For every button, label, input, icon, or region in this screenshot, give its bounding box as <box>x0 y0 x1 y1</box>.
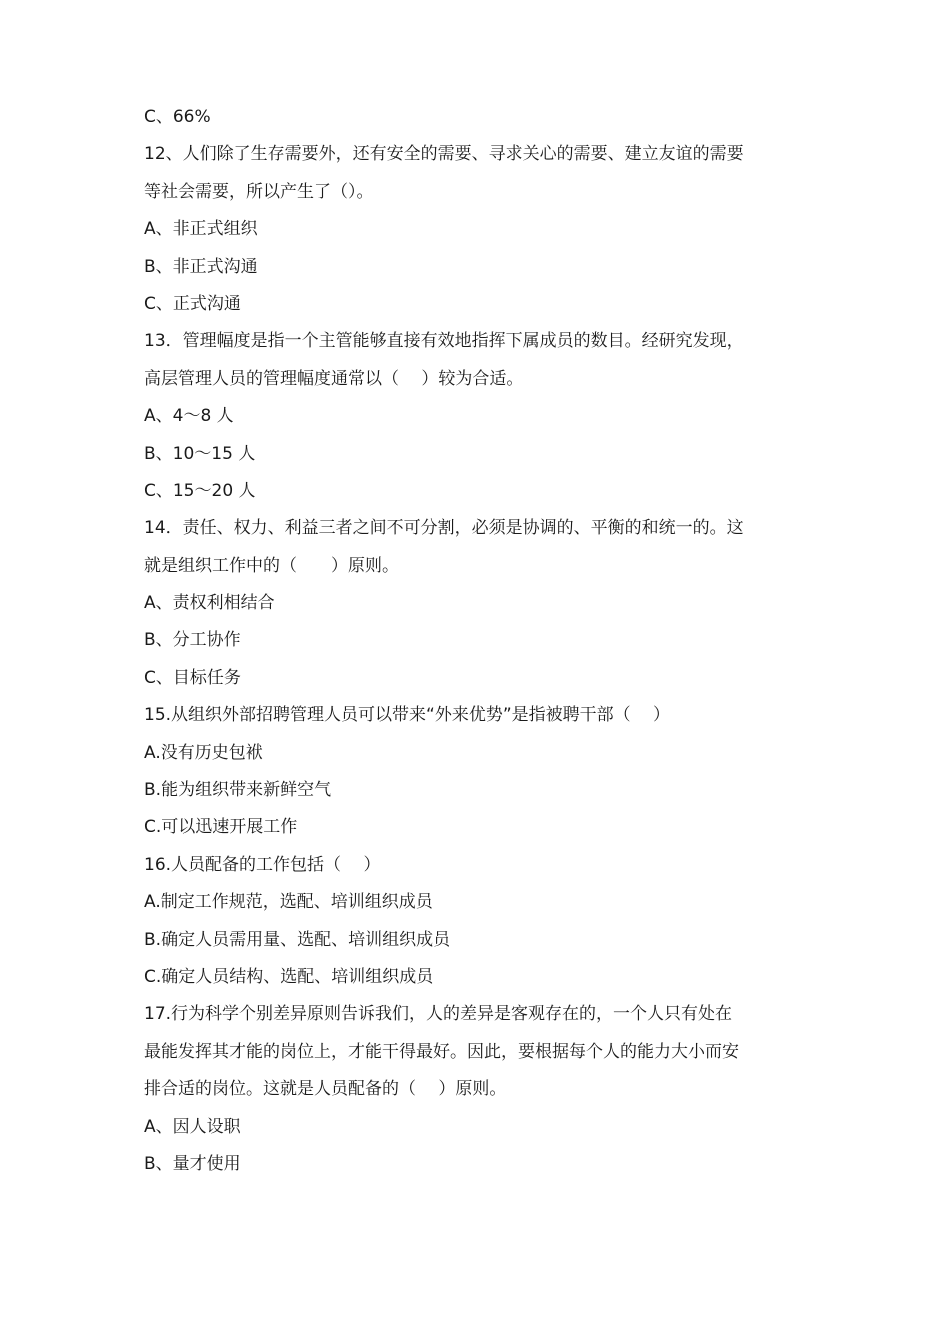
question-14-line-2: 就是组织工作中的（ ）原则。 <box>144 555 399 576</box>
question-12-line-1: 12、人们除了生存需要外，还有安全的需要、寻求关心的需要、建立友谊的需要 <box>144 144 744 165</box>
question-16: 16.人员配备的工作包括（ ） <box>144 854 381 875</box>
option-c-q14: C、目标任务 <box>144 667 241 688</box>
option-a-q13: A、4～8 人 <box>144 406 234 427</box>
option-b-q12: B、非正式沟通 <box>144 256 258 277</box>
option-a-q12: A、非正式组织 <box>144 219 258 240</box>
question-17-line-1: 17.行为科学个别差异原则告诉我们，人的差异是客观存在的，一个人只有处在 <box>144 1004 733 1025</box>
option-b-q15: B.能为组织带来新鲜空气 <box>144 780 332 801</box>
option-c-q15: C.可以迅速开展工作 <box>144 817 298 838</box>
option-a-q14: A、责权利相结合 <box>144 593 275 614</box>
question-17-line-2: 最能发挥其才能的岗位上，才能干得最好。因此，要根据每个人的能力大小而安 <box>144 1041 739 1062</box>
document-body <box>144 99 824 1183</box>
question-12-line-2: 等社会需要，所以产生了（）。 <box>144 181 374 202</box>
option-c-q11: C、66% <box>144 107 211 127</box>
option-c-q12: C、正式沟通 <box>144 293 241 314</box>
question-14-line-1: 14．责任、权力、利益三者之间不可分割，必须是协调的、平衡的和统一的。这 <box>144 518 744 539</box>
option-b-q14: B、分工协作 <box>144 630 241 651</box>
option-a-q16: A.制定工作规范，选配、培训组织成员 <box>144 892 433 913</box>
option-c-q13: C、15～20 人 <box>144 480 256 501</box>
question-13-line-2: 高层管理人员的管理幅度通常以（ ）较为合适。 <box>144 368 524 389</box>
question-17-line-3: 排合适的岗位。这就是人员配备的（ ）原则。 <box>144 1079 507 1100</box>
option-b-q16: B.确定人员需用量、选配、培训组织成员 <box>144 929 451 950</box>
option-b-q17: B、量才使用 <box>144 1153 241 1174</box>
question-13-line-1: 13．管理幅度是指一个主管能够直接有效地指挥下属成员的数目。经研究发现， <box>144 331 744 352</box>
option-a-q17: A、因人设职 <box>144 1116 241 1137</box>
option-a-q15: A.没有历史包袱 <box>144 742 263 763</box>
option-c-q16: C.确定人员结构、选配、培训组织成员 <box>144 966 434 987</box>
question-15: 15.从组织外部招聘管理人员可以带来“外来优势”是指被聘干部（ ） <box>144 705 671 726</box>
option-b-q13: B、10～15 人 <box>144 443 256 464</box>
